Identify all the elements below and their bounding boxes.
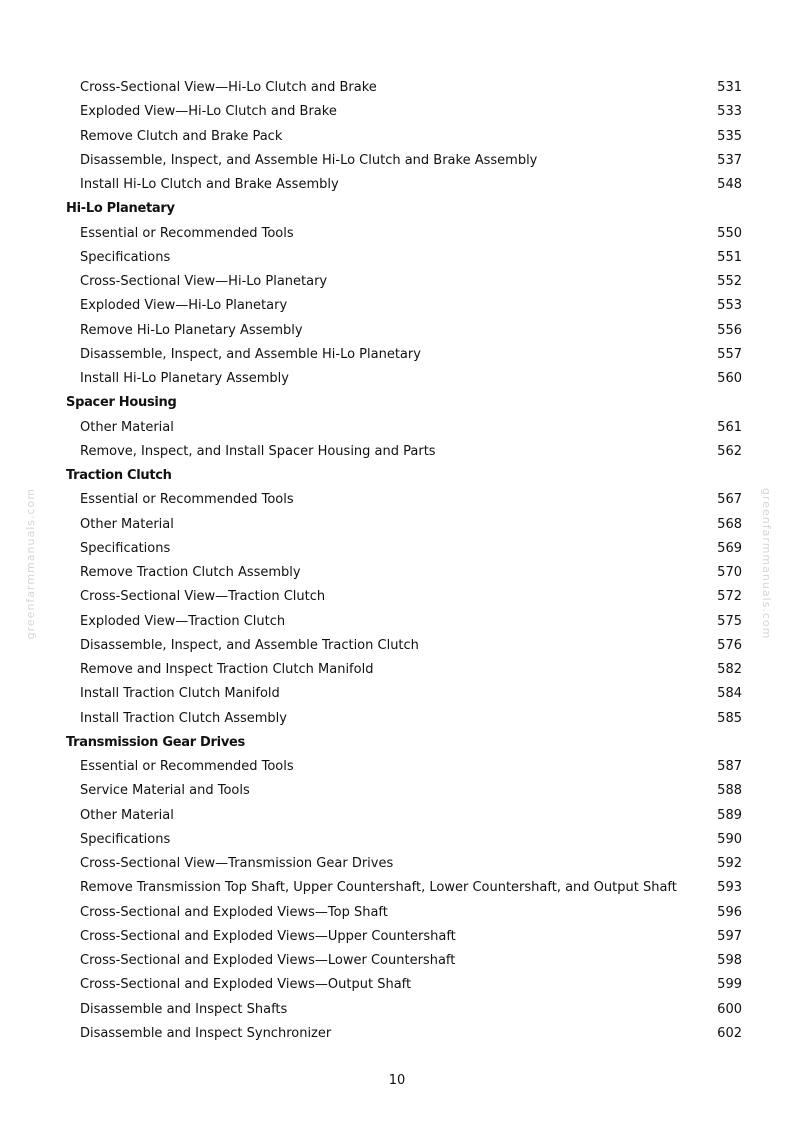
toc-entry-page-number: 588 (717, 783, 742, 799)
toc-entry-page-number: 533 (717, 104, 742, 120)
toc-entry-title: Remove Clutch and Brake Pack (80, 128, 283, 144)
toc-entry-title: Cross-Sectional and Exploded Views—Output Shaft (80, 977, 412, 993)
toc-entry-title: Install Traction Clutch Assembly (80, 710, 287, 726)
watermark-left: greenfarmmanuals.com (24, 488, 37, 640)
toc-entry-page-number: 585 (717, 710, 742, 726)
toc-entry-title: Cross-Sectional View—Traction Clutch (80, 589, 326, 605)
toc-entry-page-number: 582 (717, 662, 742, 677)
toc-entry-title: Exploded View—Hi-Lo Clutch and Brake (80, 104, 337, 120)
toc-entry-title: Other Material (80, 419, 174, 435)
toc-entry[interactable] (0, 973, 794, 997)
toc-entry[interactable] (0, 513, 794, 537)
toc-section-heading (0, 391, 794, 415)
toc-entry-title: Specifications (80, 540, 171, 556)
toc-entry[interactable] (0, 876, 794, 900)
toc-entry[interactable] (0, 173, 794, 197)
toc-entry-page-number: 597 (717, 928, 742, 944)
toc-entry-title: Cross-Sectional and Exploded Views—Top Shaft (80, 904, 388, 920)
toc-entry-page-number: 599 (717, 977, 742, 993)
toc-entry-title: Disassemble, Inspect, and Assemble Traction Clutch (80, 637, 419, 653)
toc-entry-page-number: 548 (717, 177, 742, 192)
toc-entry-page-number: 600 (717, 1001, 742, 1017)
toc-entry[interactable] (0, 488, 794, 512)
toc-entry[interactable] (0, 998, 794, 1022)
toc-entry-page-number: 576 (717, 637, 742, 653)
toc-entry[interactable] (0, 343, 794, 367)
toc-entry[interactable] (0, 537, 794, 561)
toc-entry[interactable] (0, 707, 794, 731)
toc-entry-page-number: 596 (717, 904, 742, 920)
toc-entry-title: Remove Transmission Top Shaft, Upper Countershaft, Lower Countershaft, and Output Shaft (80, 880, 677, 896)
toc-entry-page-number: 550 (717, 225, 742, 241)
section-heading-title: Transmission Gear Drives (66, 734, 245, 750)
toc-entry[interactable] (0, 852, 794, 876)
toc-entry-title: Disassemble and Inspect Shafts (80, 1001, 288, 1017)
toc-entry-title: Cross-Sectional and Exploded Views—Lower Countershaft (80, 953, 456, 968)
toc-entry-page-number: 572 (717, 589, 742, 605)
toc-entry-page-number: 551 (717, 249, 742, 265)
toc-entry-title: Install Hi-Lo Clutch and Brake Assembly (80, 177, 339, 192)
toc-entry-title: Remove Traction Clutch Assembly (80, 565, 301, 580)
toc-entry[interactable] (0, 658, 794, 682)
toc-entry[interactable] (0, 246, 794, 270)
toc-entry-page-number: 587 (717, 759, 742, 774)
toc-entry-page-number: 560 (717, 371, 742, 386)
toc-entry[interactable] (0, 779, 794, 803)
toc-entry[interactable] (0, 319, 794, 343)
toc-entry-page-number: 589 (717, 807, 742, 823)
toc-entry[interactable] (0, 901, 794, 925)
toc-entry[interactable] (0, 949, 794, 973)
toc-entry-page-number: 598 (717, 953, 742, 968)
toc-entry-title: Disassemble and Inspect Synchronizer (80, 1025, 332, 1041)
toc-entry-page-number: 569 (717, 540, 742, 556)
toc-entry-page-number: 531 (717, 80, 742, 95)
toc-entry-title: Other Material (80, 516, 174, 532)
toc-entry-page-number: 593 (717, 880, 742, 896)
table-of-contents (0, 76, 794, 1046)
toc-entry-page-number: 592 (717, 856, 742, 871)
toc-entry-title: Disassemble, Inspect, and Assemble Hi-Lo Clutch and Brake Assembly (80, 152, 538, 168)
toc-entry[interactable] (0, 1022, 794, 1046)
toc-entry-page-number: 590 (717, 831, 742, 847)
toc-entry-title: Install Hi-Lo Planetary Assembly (80, 371, 289, 386)
toc-entry-title: Service Material and Tools (80, 783, 250, 799)
toc-section-heading (0, 464, 794, 488)
toc-entry-title: Other Material (80, 807, 174, 823)
toc-section-heading (0, 197, 794, 221)
toc-entry[interactable] (0, 634, 794, 658)
toc-entry[interactable] (0, 585, 794, 609)
toc-entry-title: Remove and Inspect Traction Clutch Manifold (80, 662, 374, 677)
watermark-right: greenfarmmanuals.com (760, 488, 773, 640)
toc-entry-title: Cross-Sectional and Exploded Views—Upper Countershaft (80, 928, 456, 944)
toc-entry-page-number: 570 (717, 565, 742, 580)
section-heading-title: Hi-Lo Planetary (66, 201, 175, 217)
toc-entry-title: Specifications (80, 831, 171, 847)
toc-entry-title: Remove Hi-Lo Planetary Assembly (80, 322, 303, 338)
toc-entry[interactable] (0, 125, 794, 149)
toc-entry-page-number: 537 (717, 152, 742, 168)
toc-entry[interactable] (0, 755, 794, 779)
toc-entry-title: Cross-Sectional View—Hi-Lo Clutch and Brake (80, 80, 377, 95)
toc-entry[interactable] (0, 149, 794, 173)
toc-entry-title: Specifications (80, 249, 171, 265)
page-number: 10 (388, 1073, 406, 1088)
toc-entry-page-number: 561 (717, 419, 742, 435)
toc-entry-page-number: 553 (717, 298, 742, 314)
toc-entry-page-number: 584 (717, 686, 742, 702)
toc-entry-page-number: 602 (717, 1025, 742, 1041)
toc-entry[interactable] (0, 804, 794, 828)
toc-entry[interactable] (0, 925, 794, 949)
toc-entry[interactable] (0, 222, 794, 246)
toc-entry[interactable] (0, 367, 794, 391)
toc-entry-title: Remove, Inspect, and Install Spacer Housing and Parts (80, 443, 436, 459)
toc-entry-title: Essential or Recommended Tools (80, 225, 294, 241)
toc-entry-title: Cross-Sectional View—Transmission Gear Drives (80, 856, 394, 871)
section-heading-title: Traction Clutch (66, 468, 172, 483)
toc-entry-title: Disassemble, Inspect, and Assemble Hi-Lo Planetary (80, 346, 421, 362)
toc-entry[interactable] (0, 416, 794, 440)
toc-entry-title: Install Traction Clutch Manifold (80, 686, 280, 702)
section-heading-title: Spacer Housing (66, 395, 177, 411)
toc-entry[interactable] (0, 294, 794, 318)
toc-entry[interactable] (0, 561, 794, 585)
toc-entry-page-number: 562 (717, 443, 742, 459)
toc-entry[interactable] (0, 76, 794, 100)
toc-entry-page-number: 535 (717, 128, 742, 144)
toc-entry[interactable] (0, 100, 794, 124)
toc-entry-page-number: 575 (717, 613, 742, 629)
toc-entry-page-number: 556 (717, 322, 742, 338)
toc-entry-page-number: 567 (717, 492, 742, 508)
toc-entry-title: Exploded View—Hi-Lo Planetary (80, 298, 288, 314)
toc-section-heading (0, 731, 794, 755)
toc-entry-title: Essential or Recommended Tools (80, 759, 294, 774)
toc-entry-title: Essential or Recommended Tools (80, 492, 294, 508)
toc-entry-page-number: 557 (717, 346, 742, 362)
toc-entry[interactable] (0, 828, 794, 852)
toc-entry[interactable] (0, 440, 794, 464)
toc-entry[interactable] (0, 610, 794, 634)
toc-entry-page-number: 552 (717, 274, 742, 289)
toc-entry-title: Exploded View—Traction Clutch (80, 613, 286, 629)
toc-entry[interactable] (0, 682, 794, 706)
toc-entry[interactable] (0, 270, 794, 294)
toc-entry-page-number: 568 (717, 516, 742, 532)
toc-entry-title: Cross-Sectional View—Hi-Lo Planetary (80, 274, 328, 289)
